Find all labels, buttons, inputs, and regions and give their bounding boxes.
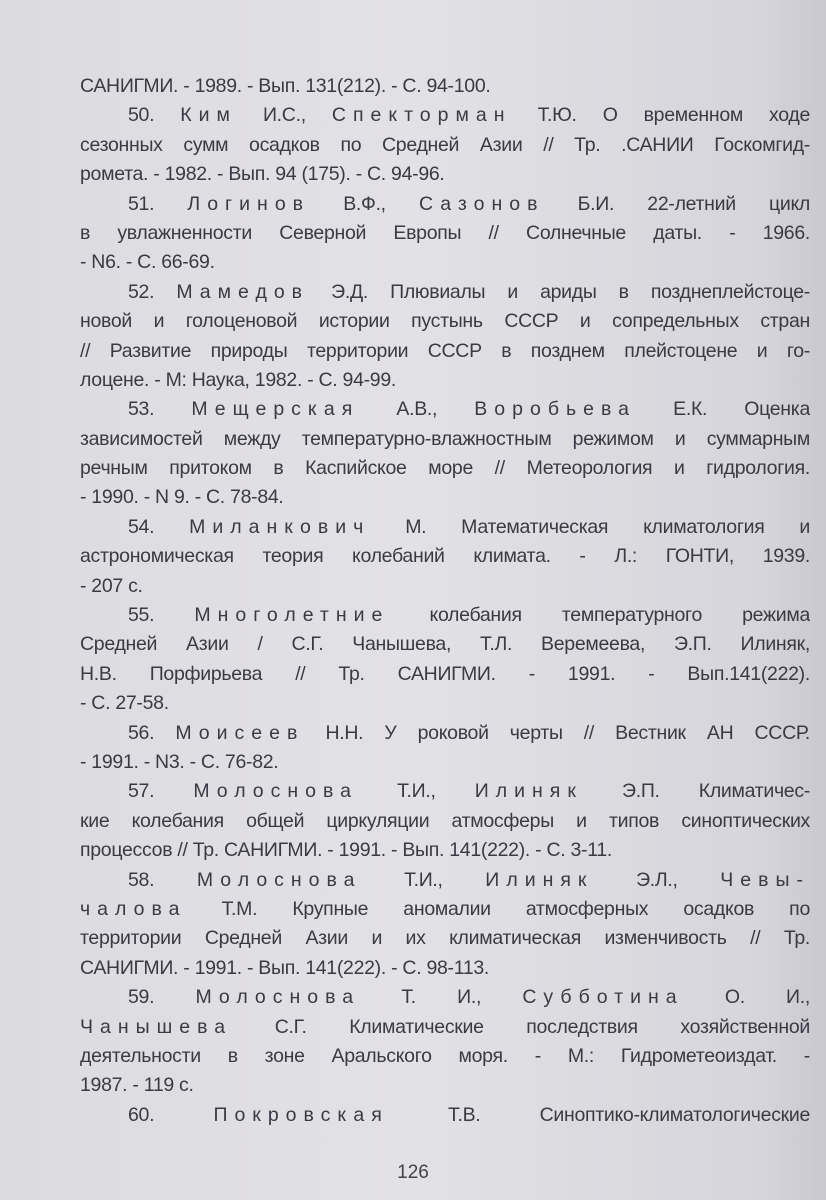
text-segment: САНИГМИ. - 1989. - Вып. 131(212). - С. 94-100.: [80, 75, 491, 97]
text-line: [80, 1071, 810, 1100]
text-segment: лоцене. - М: Наука, 1982. - С. 94-99.: [80, 368, 397, 391]
spaced-author-name: Илиняк: [485, 868, 594, 891]
reference-entry: [80, 395, 810, 513]
text-line: [80, 954, 810, 983]
text-segment: - N6. - С. 66-69.: [80, 251, 215, 274]
text-segment: Т.И.,: [361, 868, 486, 891]
text-segment: астрономическая теория колебаний климата. - Л.: ГОНТИ, 1939.: [80, 545, 810, 568]
text-segment: 51.: [128, 192, 188, 215]
text-segment: Н.В. Порфирьева // Тр. САНИГМИ. - 1991. - Вып.141(222).: [80, 662, 810, 685]
text-line: [80, 307, 810, 336]
page-number: 126: [397, 1162, 429, 1183]
text-line: [80, 777, 810, 806]
text-segment: Е.К. Оценка: [636, 398, 810, 421]
spaced-author-name: Моисеев: [175, 721, 305, 744]
text-line: [80, 101, 810, 130]
text-segment: колебания температурного режима: [389, 604, 810, 627]
spaced-author-name: Сазонов: [419, 192, 545, 215]
text-segment: - 207 с.: [80, 574, 143, 597]
text-segment: 54.: [128, 515, 190, 538]
reference-list: [80, 72, 810, 1130]
text-segment: С.Г. Климатические последствия хозяйственной: [232, 1015, 810, 1038]
text-segment: - С. 27-58.: [80, 692, 169, 715]
spaced-author-name: Илиняк: [474, 780, 583, 803]
reference-entry: [80, 866, 810, 984]
reference-entry: [80, 513, 810, 601]
reference-entry: [80, 601, 810, 719]
text-segment: Т.М. Крупные аномалии атмосферных осадков по: [186, 897, 810, 920]
text-segment: Э.Л.,: [593, 868, 721, 891]
text-segment: САНИГМИ. - 1991. - Вып. 141(222). - С. 98-113.: [80, 956, 490, 979]
reference-entry: [80, 278, 810, 396]
text-segment: деятельности в зоне Аральского моря. - М.: Гидрометеоиздат. -: [80, 1044, 810, 1067]
spaced-author-name: Мамедов: [176, 280, 310, 303]
text-segment: Н.Н. У роковой черты // Вестник АН СССР.: [304, 721, 810, 744]
text-line: [80, 689, 810, 718]
text-line: [80, 836, 810, 865]
reference-entry: [80, 101, 810, 189]
text-segment: Т. И.,: [360, 986, 523, 1009]
text-line: [80, 1013, 810, 1042]
text-segment: Т.И.,: [358, 780, 475, 803]
text-line: [80, 278, 810, 307]
text-line: [80, 131, 810, 160]
text-segment: в увлажненности Северной Европы // Солнечные даты. - 1966.: [80, 221, 810, 244]
text-segment: - 1991. - N3. - С. 76-82.: [80, 750, 279, 773]
text-segment: 53.: [128, 398, 192, 421]
text-line: [80, 866, 810, 895]
spaced-author-name: Миланкович: [189, 515, 371, 538]
text-line: [80, 660, 810, 689]
text-line: [80, 160, 810, 189]
text-segment: Т.Ю. О временном ходе: [511, 104, 810, 127]
spaced-author-name: Мещерская: [191, 398, 360, 421]
spaced-author-name: Многолетние: [194, 604, 390, 627]
text-segment: Э.П. Климатичес-: [582, 780, 810, 803]
text-line: [80, 483, 810, 512]
text-line: [80, 895, 810, 924]
text-line: [80, 983, 810, 1012]
text-line: [80, 630, 810, 659]
text-segment: - 1990. - N 9. - С. 78-84.: [80, 486, 284, 509]
text-segment: Б.И. 22-летний цикл: [544, 192, 810, 215]
text-line: [80, 248, 810, 277]
text-line: [80, 748, 810, 777]
spaced-author-name: Чевы-: [720, 868, 810, 891]
text-line: [80, 572, 810, 601]
text-line: [80, 719, 810, 748]
text-segment: 57.: [128, 780, 194, 803]
text-segment: И.С.,: [236, 104, 332, 127]
text-line: [80, 425, 810, 454]
reference-entry: [80, 719, 810, 778]
text-segment: процессов // Тр. САНИГМИ. - 1991. - Вып. 141(222). - С. 3-11.: [80, 839, 612, 862]
text-line: [80, 601, 810, 630]
text-line: [80, 219, 810, 248]
text-line: [80, 1042, 810, 1071]
text-segment: // Развитие природы территории СССР в позднем плейстоцене и го-: [80, 339, 810, 362]
text-segment: 55.: [128, 604, 195, 627]
text-line: [80, 190, 810, 219]
text-segment: М. Математическая климатология и: [370, 515, 810, 538]
spaced-author-name: Молоснова: [195, 986, 361, 1009]
text-line: [80, 513, 810, 542]
text-segment: 58.: [128, 868, 197, 891]
spaced-author-name: Чанышева: [80, 1015, 233, 1038]
text-segment: кие колебания общей циркуляции атмосферы и типов синоптических: [80, 809, 810, 832]
text-line: [80, 454, 810, 483]
text-line: [80, 924, 810, 953]
text-segment: 52.: [128, 280, 177, 303]
reference-entry: [80, 777, 810, 865]
text-segment: Средней Азии / С.Г. Чанышева, Т.Л. Веремеева, Э.П. Илиняк,: [80, 633, 810, 656]
spaced-author-name: Молоснова: [196, 868, 362, 891]
text-segment: зависимостей между температурно-влажностным режимом и суммарным: [80, 427, 810, 450]
text-line: [80, 337, 810, 366]
text-segment: 50.: [128, 104, 181, 127]
spaced-author-name: Спекторман: [331, 104, 512, 127]
spaced-author-name: Ким: [180, 104, 237, 127]
spaced-author-name: Субботина: [522, 986, 684, 1009]
text-segment: А.В.,: [359, 398, 475, 421]
spaced-author-name: Логинов: [187, 192, 311, 215]
spaced-author-name: Воробьева: [474, 398, 636, 421]
text-line: [80, 542, 810, 571]
text-segment: 1987. - 119 с.: [80, 1074, 194, 1097]
text-segment: речным притоком в Каспийское море // Метеорология и гидрология.: [80, 457, 810, 480]
text-line: [80, 366, 810, 395]
text-segment: 56.: [128, 721, 176, 744]
text-line: [80, 395, 810, 424]
text-segment: сезонных сумм осадков по Средней Азии // Тр. .САНИИ Госкомгид-: [80, 133, 810, 156]
spaced-author-name: Покровская: [213, 1103, 389, 1126]
text-line: [80, 72, 810, 101]
text-segment: 60.: [128, 1103, 214, 1126]
spaced-author-name: чалова: [80, 897, 187, 920]
text-segment: территории Средней Азии и их климатическая изменчивость // Тр.: [80, 927, 810, 950]
text-segment: О. И.,: [683, 986, 810, 1009]
reference-entry: [80, 190, 810, 278]
reference-continuation: [80, 72, 810, 101]
text-segment: Т.В. Синоптико-климатологические: [388, 1103, 810, 1126]
text-segment: ромета. - 1982. - Вып. 94 (175). - С. 94-96.: [80, 163, 445, 186]
text-segment: новой и голоценовой истории пустынь СССР и сопредельных стран: [80, 310, 810, 333]
text-line: [80, 807, 810, 836]
reference-entry: [80, 1101, 810, 1130]
text-segment: 59.: [128, 986, 196, 1009]
reference-entry: [80, 983, 810, 1101]
text-line: [80, 1101, 810, 1130]
text-segment: В.Ф.,: [310, 192, 419, 215]
text-segment: Э.Д. Плювиалы и ариды в позднеплейстоце-: [309, 280, 810, 303]
spaced-author-name: Молоснова: [193, 780, 358, 803]
